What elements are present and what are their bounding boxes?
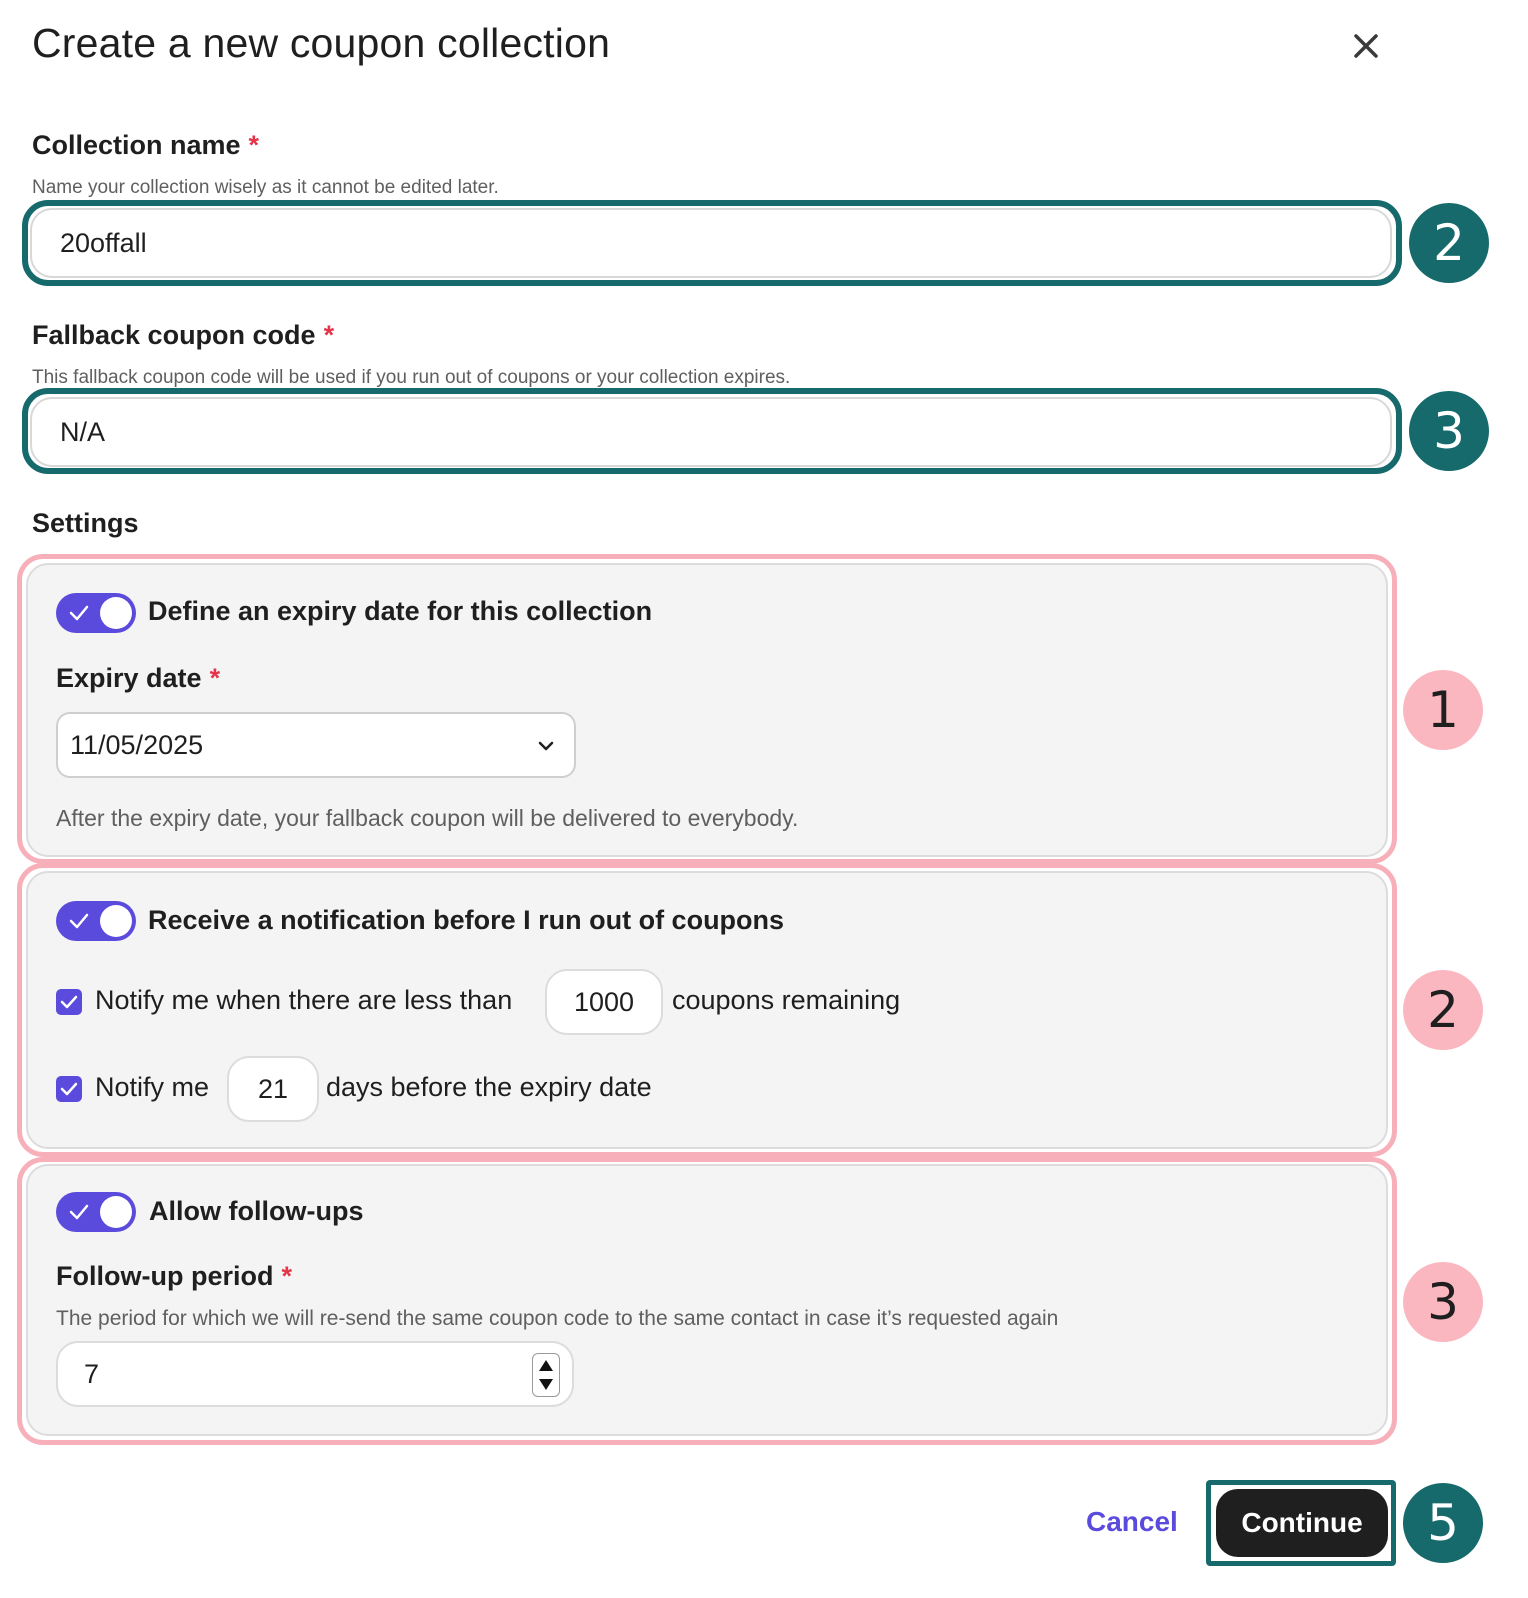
continue-button[interactable]: Continue [1216, 1489, 1388, 1557]
spinner-down-icon[interactable] [539, 1379, 553, 1390]
notification-toggle[interactable] [56, 901, 136, 941]
expiry-toggle-label: Define an expiry date for this collection [148, 596, 653, 626]
coupons-threshold-input[interactable]: 1000 [545, 969, 663, 1035]
collection-name-help: Name your collection wisely as it cannot be edited later. [32, 177, 499, 198]
toggle-knob [100, 597, 132, 629]
spinner-up-icon[interactable] [539, 1360, 553, 1371]
fallback-help: This fallback coupon code will be used if you run out of coupons or your collection expires. [32, 367, 791, 388]
required-marker: * [248, 130, 260, 160]
annotation-badge: 3 [1409, 391, 1489, 471]
days-before-input[interactable]: 21 [227, 1056, 319, 1122]
check-icon [60, 1080, 78, 1098]
required-marker: * [209, 663, 221, 693]
notify-coupons-prefix: Notify me when there are less than [95, 985, 513, 1015]
expiry-date-select[interactable] [56, 712, 576, 778]
check-icon [68, 910, 90, 932]
followup-period-input[interactable] [56, 1341, 574, 1407]
expiry-date-label: Expiry date * [56, 663, 221, 693]
followups-toggle[interactable] [56, 1192, 136, 1232]
expiry-toggle[interactable] [56, 593, 136, 633]
number-spinner[interactable] [532, 1353, 560, 1397]
notification-toggle-label: Receive a notification before I run out of coupons [148, 905, 785, 935]
collection-name-input[interactable]: 20offall [30, 208, 1392, 278]
annotation-badge: 2 [1409, 203, 1489, 283]
notify-days-suffix: days before the expiry date [326, 1072, 652, 1102]
fallback-label: Fallback coupon code * [32, 320, 335, 350]
check-icon [60, 993, 78, 1011]
annotation-badge: 5 [1403, 1483, 1483, 1563]
annotation-badge: 1 [1403, 670, 1483, 750]
check-icon [68, 602, 90, 624]
annotation-badge: 2 [1403, 970, 1483, 1050]
expiry-date-value: 11/05/2025 [70, 729, 204, 760]
expiry-card [26, 563, 1388, 857]
notify-coupons-checkbox[interactable] [56, 989, 82, 1015]
check-icon [68, 1201, 90, 1223]
settings-heading: Settings [32, 508, 139, 538]
notify-days-checkbox[interactable] [56, 1076, 82, 1102]
annotation-badge: 3 [1403, 1262, 1483, 1342]
fallback-input[interactable]: N/A [30, 397, 1392, 467]
notification-card [26, 871, 1388, 1149]
followup-period-label: Follow-up period * [56, 1261, 292, 1291]
notify-days-prefix: Notify me [95, 1072, 210, 1102]
followups-card [26, 1164, 1388, 1436]
modal-title: Create a new coupon collection [32, 20, 611, 66]
toggle-knob [100, 905, 132, 937]
toggle-knob [100, 1196, 132, 1228]
collection-name-label: Collection name * [32, 130, 260, 160]
notify-coupons-suffix: coupons remaining [672, 985, 901, 1015]
cancel-button[interactable]: Cancel [1086, 1506, 1178, 1537]
followup-period-value: 7 [84, 1358, 100, 1389]
close-icon [1348, 28, 1384, 64]
followup-period-help: The period for which we will re-send the same coupon code to the same contact in case it’s requested again [56, 1307, 1059, 1330]
expiry-help: After the expiry date, your fallback coupon will be delivered to everybody. [56, 805, 799, 831]
close-button[interactable] [1348, 28, 1384, 64]
required-marker: * [323, 320, 335, 350]
required-marker: * [281, 1261, 292, 1291]
chevron-down-icon [536, 736, 556, 756]
followups-toggle-label: Allow follow-ups [149, 1196, 364, 1226]
